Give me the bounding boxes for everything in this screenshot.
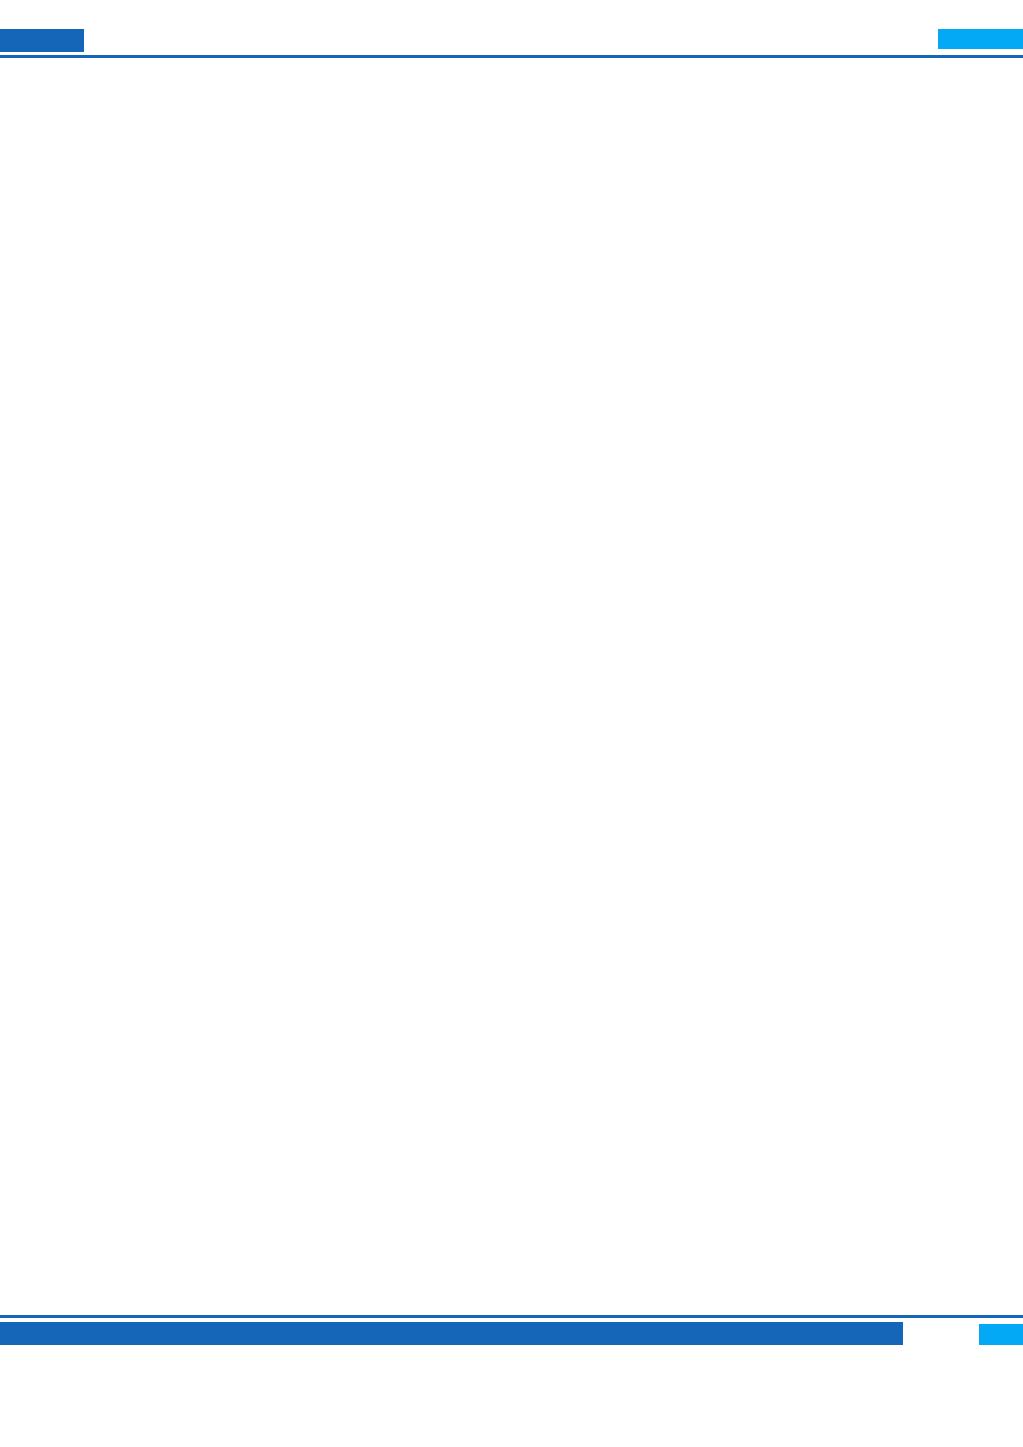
toc-entry [155,277,217,301]
toc-entry [186,230,279,254]
toc-entry [155,183,217,207]
toc-entry [186,325,279,349]
footer-rule [0,1315,1023,1318]
footer-bar [0,1322,903,1345]
toc-entry [186,419,279,443]
toc-entry [155,159,217,183]
toc-entry [186,372,279,396]
footer-accent-right [979,1324,1023,1345]
